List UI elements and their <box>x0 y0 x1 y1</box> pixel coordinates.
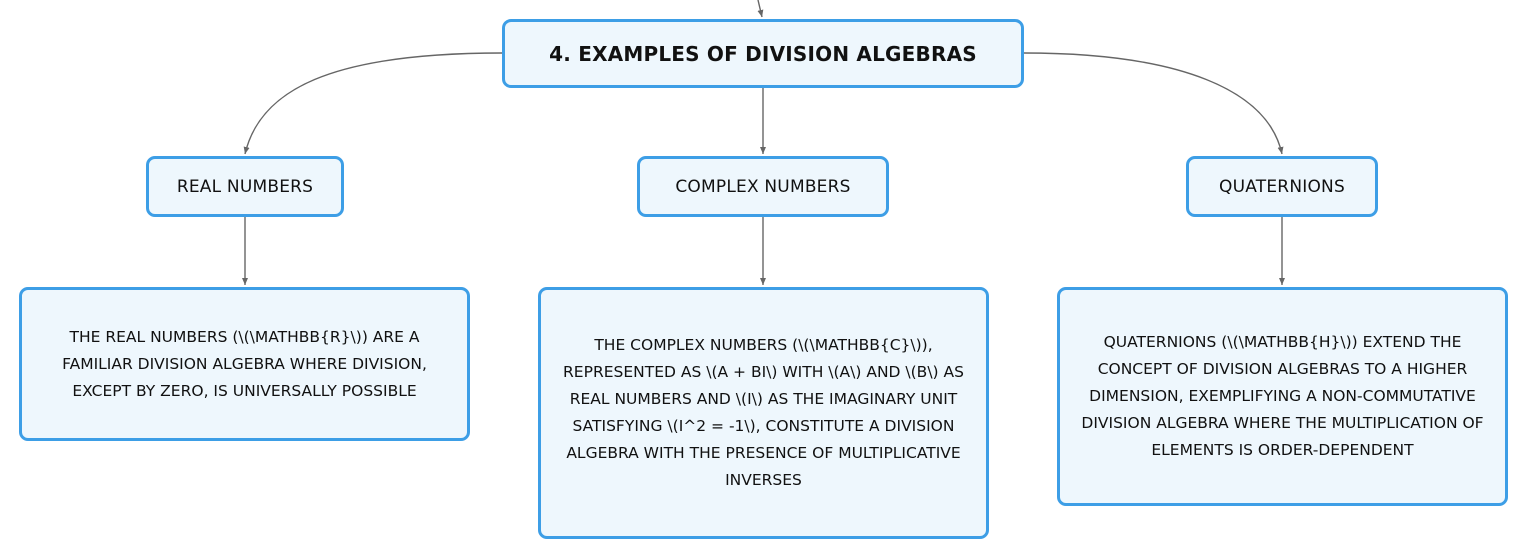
detail-text-quaternions: QUATERNIONS (\(\MATHBB{H}\)) EXTEND THE CONCEPT OF DIVISION ALGEBRAS TO A HIGHER DIMENSION, EXEMPLIFYING A NON-COMMUTATIVE DIVISION ALGEBRA WHERE THE MULTIPLICATION OF ELEMENTS IS ORDER-DEPENDENT <box>1081 333 1484 459</box>
subtopic-label-complex-numbers: COMPLEX NUMBERS <box>675 176 851 197</box>
detail-node-real-numbers[interactable] <box>19 287 470 441</box>
detail-node-quaternions[interactable] <box>1057 287 1508 506</box>
detail-text-complex-numbers: THE COMPLEX NUMBERS (\(\MATHBB{C}\)), REPRESENTED AS \(A + BI\) WITH \(A\) AND \(B\) AS REAL NUMBERS AND \(I\) AS THE IMAGINARY UNIT SATISFYING \(I^2 = -1\), CONSTITUTE A DIVISION ALGEBRA WITH THE PRESENCE OF MULTIPLICATIVE INVERSES <box>563 336 964 489</box>
root-topic-label: 4. EXAMPLES OF DIVISION ALGEBRAS <box>549 41 977 66</box>
connector-root-quaternions <box>1024 53 1282 154</box>
detail-text-real-numbers: THE REAL NUMBERS (\(\MATHBB{R}\)) ARE A FAMILIAR DIVISION ALGEBRA WHERE DIVISION, EXCEPT BY ZERO, IS UNIVERSALLY POSSIBLE <box>62 327 427 400</box>
detail-node-complex-numbers[interactable] <box>538 287 989 539</box>
connector-incoming-root <box>758 0 762 17</box>
subtopic-label-quaternions: QUATERNIONS <box>1219 176 1345 197</box>
root-topic-node[interactable] <box>502 19 1024 88</box>
connector-root-real <box>245 53 502 154</box>
subtopic-node-complex-numbers[interactable] <box>637 156 889 217</box>
subtopic-node-real-numbers[interactable] <box>146 156 344 217</box>
subtopic-node-quaternions[interactable] <box>1186 156 1378 217</box>
subtopic-label-real-numbers: REAL NUMBERS <box>176 176 314 197</box>
